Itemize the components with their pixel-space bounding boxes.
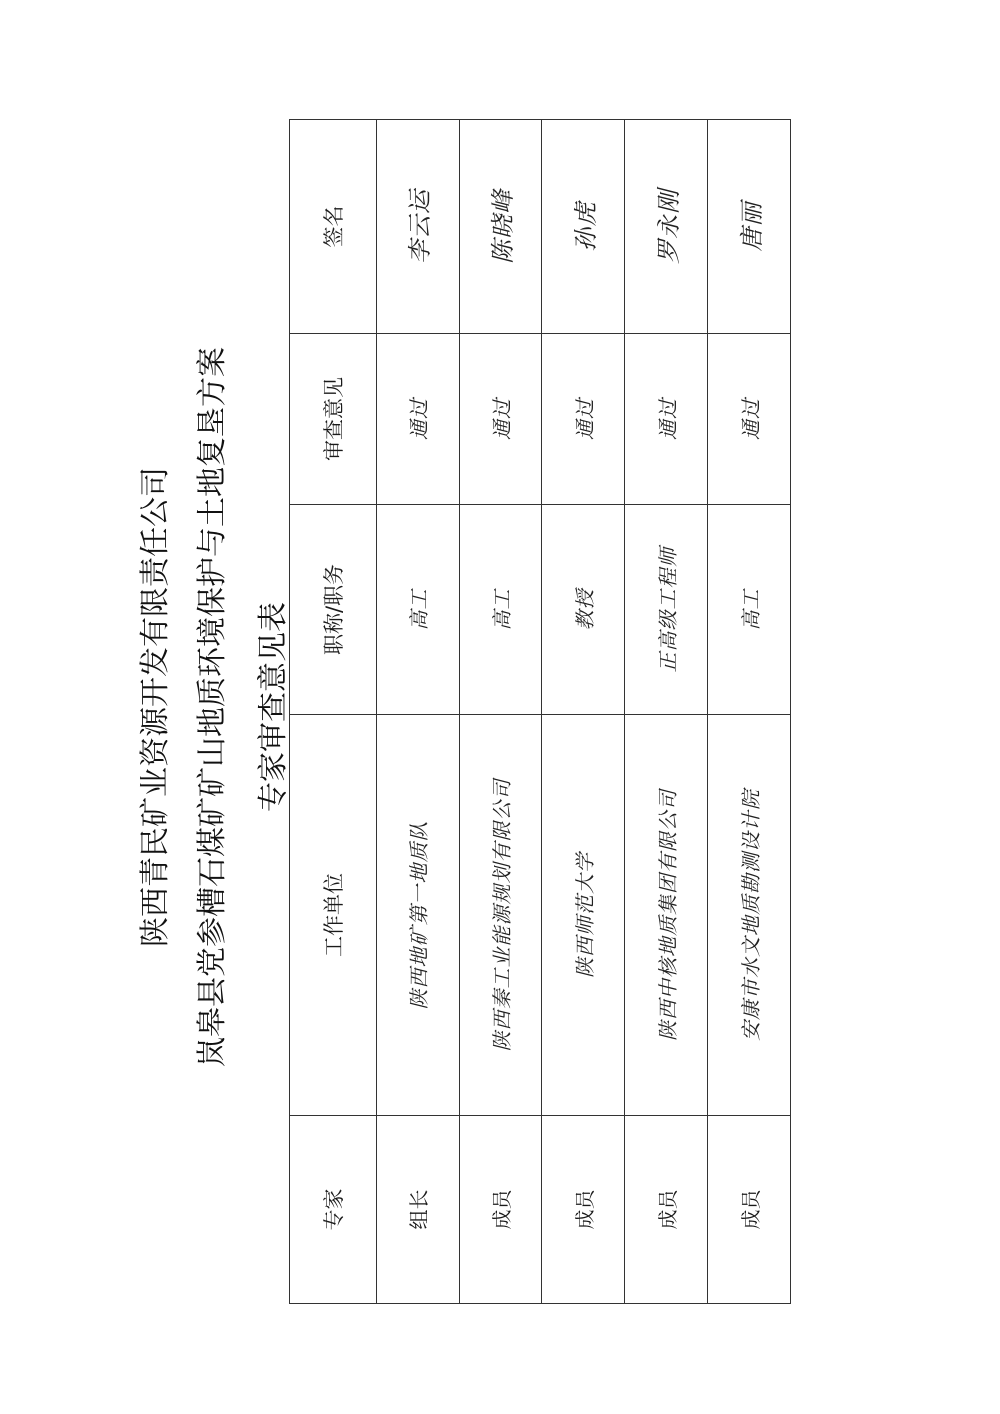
signature-cell: 陈晓峰 xyxy=(459,120,542,334)
table-header-row xyxy=(290,120,377,1304)
opinion-cell: 通过 xyxy=(542,334,625,505)
document-title-line2: 岚皋县党参槽石煤矿矿山地质环境保护与土地复垦方案 xyxy=(195,347,230,1067)
table-row xyxy=(708,120,791,1304)
title-cell: 高工 xyxy=(459,505,542,715)
role-cell: 组长 xyxy=(376,1116,459,1304)
role-cell: 成员 xyxy=(625,1116,708,1304)
header-opinion: 审查意见 xyxy=(290,334,377,505)
opinion-cell: 通过 xyxy=(625,334,708,505)
title-cell: 高工 xyxy=(708,505,791,715)
opinion-cell: 通过 xyxy=(376,334,459,505)
opinion-cell: 通过 xyxy=(459,334,542,505)
expert-review-table xyxy=(289,119,791,1304)
unit-cell: 安康市水文地质勘测设计院 xyxy=(708,715,791,1116)
table-row xyxy=(459,120,542,1304)
role-cell: 成员 xyxy=(542,1116,625,1304)
header-unit: 工作单位 xyxy=(290,715,377,1116)
title-cell: 教授 xyxy=(542,505,625,715)
unit-cell: 陕西地矿第一地质队 xyxy=(376,715,459,1116)
unit-cell: 陕西秦工业能源规划有限公司 xyxy=(459,715,542,1116)
document-title-line3: 专家审查意见表 xyxy=(256,602,291,812)
signature-cell: 唐丽 xyxy=(708,120,791,334)
table-row xyxy=(376,120,459,1304)
title-cell: 高工 xyxy=(376,505,459,715)
role-cell: 成员 xyxy=(708,1116,791,1304)
opinion-cell: 通过 xyxy=(708,334,791,505)
role-cell: 成员 xyxy=(459,1116,542,1304)
signature-cell: 孙虎 xyxy=(542,120,625,334)
title-cell: 正高级工程师 xyxy=(625,505,708,715)
signature-cell: 罗永刚 xyxy=(625,120,708,334)
unit-cell: 陕西中核地质集团有限公司 xyxy=(625,715,708,1116)
unit-cell: 陕西师范大学 xyxy=(542,715,625,1116)
header-signature: 签名 xyxy=(290,120,377,334)
header-title: 职称/职务 xyxy=(290,505,377,715)
header-expert: 专家 xyxy=(290,1116,377,1304)
table-row xyxy=(625,120,708,1304)
signature-cell: 李云运 xyxy=(376,120,459,334)
table-row xyxy=(542,120,625,1304)
document-title-line1: 陕西青民矿业资源开发有限责任公司 xyxy=(138,467,173,947)
